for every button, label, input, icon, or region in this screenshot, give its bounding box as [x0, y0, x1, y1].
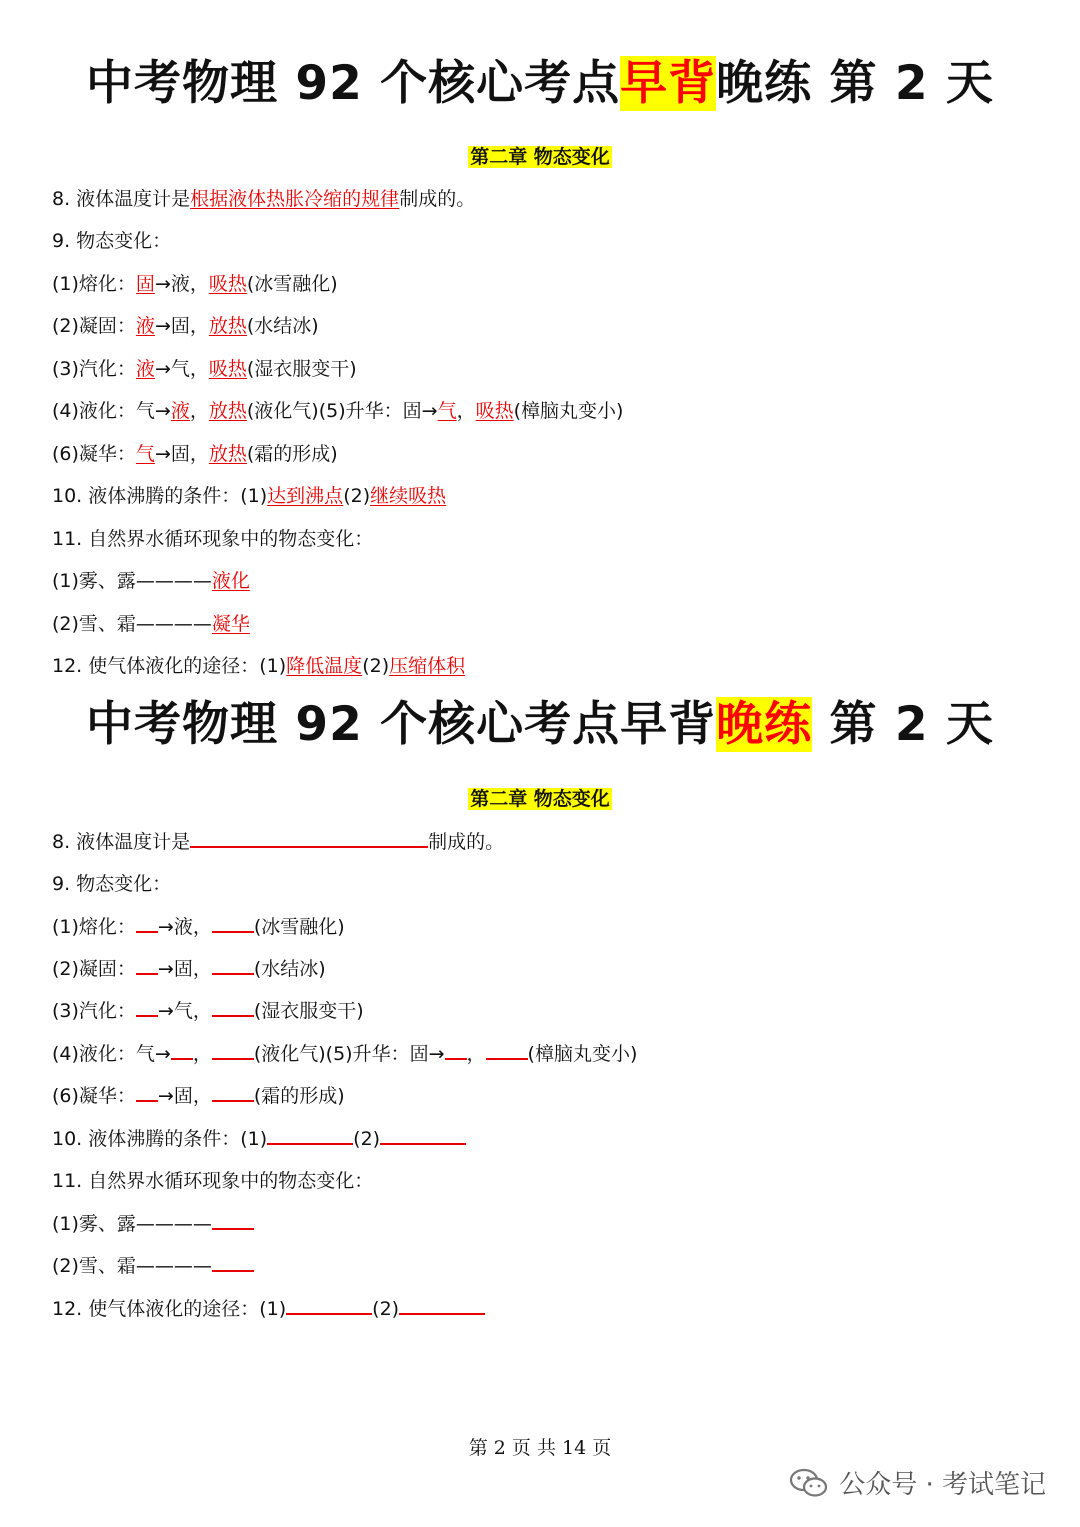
answer-blank[interactable] — [136, 997, 158, 1017]
s1-l1 — [52, 270, 338, 298]
q-text: →气， — [154, 358, 209, 380]
answer: 根据液体热胀冷缩的规律 — [190, 188, 400, 210]
answer: 压缩体积 — [389, 655, 466, 677]
s1-q9: 9. 物态变化： — [52, 230, 172, 252]
answer-blank[interactable] — [212, 1082, 254, 1102]
q-text: 12. 使气体液化的途径：(1) — [52, 1298, 287, 1320]
title-text: 第 2 天 — [812, 697, 994, 752]
q-text: →固， — [154, 443, 209, 465]
q-text: (1)雾、露———— — [52, 1213, 212, 1235]
s2-l2 — [52, 955, 326, 983]
q-text: (霜的形成) — [253, 1085, 345, 1107]
s1-q10 — [52, 482, 446, 510]
answer: 凝华 — [211, 613, 250, 635]
q-text: (水结冰) — [253, 958, 326, 980]
q-text: (3)汽化： — [52, 358, 136, 380]
answer: 放热 — [208, 315, 247, 337]
q-text: (霜的形成) — [246, 443, 338, 465]
s2-q10 — [52, 1125, 466, 1153]
answer: 固 — [135, 273, 155, 295]
q-text: →液， — [154, 273, 209, 295]
answer-blank[interactable] — [212, 913, 254, 933]
section1-title — [0, 52, 1080, 116]
title-highlight: 晚练 — [716, 697, 813, 752]
answer-blank[interactable] — [212, 1210, 254, 1230]
q-text: →固， — [157, 958, 212, 980]
s1-q11b — [52, 610, 250, 638]
answer: 达到沸点 — [267, 485, 344, 507]
s2-q9: 9. 物态变化： — [52, 873, 172, 895]
s2-q11: 11. 自然界水循环现象中的物态变化： — [52, 1170, 374, 1192]
q-text: 12. 使气体液化的途径：(1) — [52, 655, 287, 677]
q-text: (2) — [372, 1298, 400, 1320]
s2-l6 — [52, 1082, 345, 1110]
q-text: (6)凝华： — [52, 443, 136, 465]
s1-q11a — [52, 567, 250, 595]
q-text: →固， — [157, 1085, 212, 1107]
q-text: (液化气)(5)升华：固→ — [246, 400, 438, 422]
answer-blank[interactable] — [486, 1040, 528, 1060]
q-text: →气， — [157, 1000, 212, 1022]
answer-blank[interactable] — [212, 955, 254, 975]
q-text: ， — [466, 1043, 486, 1065]
answer: 气 — [135, 443, 155, 465]
title-highlight: 早背 — [620, 56, 717, 111]
q-text: (水结冰) — [246, 315, 319, 337]
section2-title — [0, 693, 1080, 757]
s2-l4 — [52, 1040, 637, 1068]
answer-blank[interactable] — [212, 1252, 254, 1272]
q-text: (2)凝固： — [52, 315, 136, 337]
s1-q12 — [52, 652, 465, 680]
answer-blank[interactable] — [212, 1040, 254, 1060]
answer-blank[interactable] — [399, 1295, 485, 1315]
answer-blank[interactable] — [380, 1125, 466, 1145]
title-text: 中考物理 92 个核心考点早背 — [86, 697, 717, 752]
q-text: 制成的。 — [428, 831, 505, 853]
s2-l3 — [52, 997, 364, 1025]
q-text: (樟脑丸变小) — [527, 1043, 638, 1065]
q-text: (冰雪融化) — [253, 916, 345, 938]
watermark-text: 公众号 · 考试笔记 — [839, 1470, 1046, 1500]
q-text: (2)雪、霜———— — [52, 1255, 212, 1277]
answer: 液 — [135, 315, 155, 337]
answer-blank[interactable] — [136, 1082, 158, 1102]
s1-l6 — [52, 440, 338, 468]
s2-q11a — [52, 1210, 254, 1238]
q-text: ， — [189, 400, 209, 422]
answer: 液 — [135, 358, 155, 380]
q-text: (1)熔化： — [52, 273, 136, 295]
q-text: (2)凝固： — [52, 958, 136, 980]
q-text: ， — [456, 400, 476, 422]
answer-blank[interactable] — [171, 1040, 193, 1060]
q-text: →固， — [154, 315, 209, 337]
title-text: 晚练 第 2 天 — [716, 56, 994, 111]
q-text: (2) — [353, 1128, 381, 1150]
q-text: (2)雪、霜———— — [52, 613, 212, 635]
q-text: (4)液化：气→ — [52, 1043, 171, 1065]
q-text: 制成的。 — [399, 188, 476, 210]
title-text: 中考物理 92 个核心考点 — [86, 56, 621, 111]
answer: 放热 — [208, 443, 247, 465]
q-text: ， — [192, 1043, 212, 1065]
answer: 吸热 — [208, 358, 247, 380]
q-text: 8. 液体温度计是 — [52, 188, 191, 210]
s2-q8 — [52, 828, 504, 856]
s1-q8 — [52, 185, 475, 213]
q-text: (液化气)(5)升华：固→ — [253, 1043, 445, 1065]
answer-blank[interactable] — [212, 997, 254, 1017]
s1-l3 — [52, 355, 357, 383]
chapter-label: 第二章 物态变化 — [470, 788, 610, 810]
q-text: (3)汽化： — [52, 1000, 136, 1022]
answer: 降低温度 — [286, 655, 363, 677]
answer-blank[interactable] — [136, 955, 158, 975]
section1-chapter — [0, 142, 1080, 172]
answer: 继续吸热 — [370, 485, 447, 507]
q-text: (1)雾、露———— — [52, 570, 212, 592]
q-text: (冰雪融化) — [246, 273, 338, 295]
q-text: (湿衣服变干) — [253, 1000, 364, 1022]
answer: 吸热 — [475, 400, 514, 422]
q-text: (湿衣服变干) — [246, 358, 357, 380]
answer: 液 — [170, 400, 190, 422]
q-text: (樟脑丸变小) — [513, 400, 624, 422]
q-text: (6)凝华： — [52, 1085, 136, 1107]
answer: 放热 — [208, 400, 247, 422]
q-text: (4)液化：气→ — [52, 400, 171, 422]
wechat-icon — [789, 1468, 829, 1498]
watermark — [789, 1464, 1046, 1501]
q-text: 10. 液体沸腾的条件：(1) — [52, 485, 268, 507]
s2-q12 — [52, 1295, 485, 1323]
section2-chapter — [0, 784, 1080, 814]
s1-l2 — [52, 312, 319, 340]
answer-blank[interactable] — [190, 828, 428, 848]
s2-l1 — [52, 913, 345, 941]
page-number: 第 2 页 共 14 页 — [468, 1437, 612, 1459]
q-text: (1)熔化： — [52, 916, 136, 938]
answer-blank[interactable] — [267, 1125, 353, 1145]
answer-blank[interactable] — [286, 1295, 372, 1315]
answer: 气 — [437, 400, 457, 422]
q-text: 8. 液体温度计是 — [52, 831, 191, 853]
answer-blank[interactable] — [445, 1040, 467, 1060]
q-text: →液， — [157, 916, 212, 938]
q-text: (2) — [362, 655, 390, 677]
chapter-label: 第二章 物态变化 — [470, 146, 610, 168]
s1-l4 — [52, 397, 623, 425]
q-text: 10. 液体沸腾的条件：(1) — [52, 1128, 268, 1150]
s2-q11b — [52, 1252, 254, 1280]
answer: 液化 — [211, 570, 250, 592]
q-text: (2) — [343, 485, 371, 507]
answer-blank[interactable] — [136, 913, 158, 933]
answer: 吸热 — [208, 273, 247, 295]
s1-q11: 11. 自然界水循环现象中的物态变化： — [52, 528, 374, 550]
